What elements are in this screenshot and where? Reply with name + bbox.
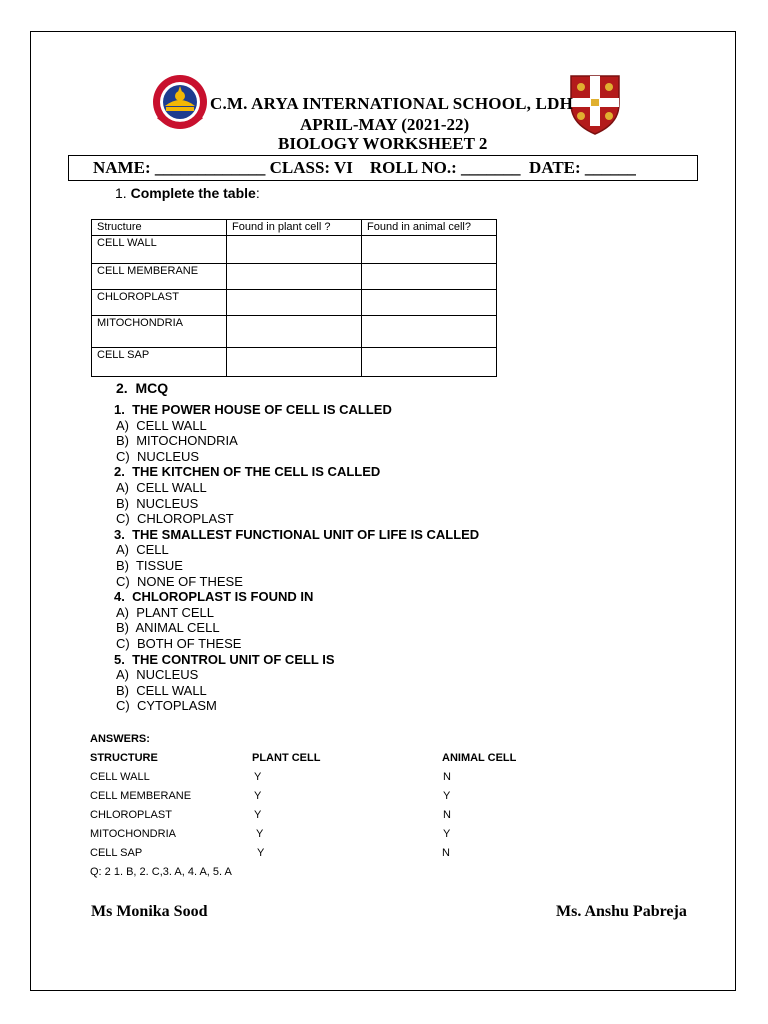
table-cell-plant-answer[interactable] xyxy=(227,290,362,316)
answers-cell-plant: Y xyxy=(254,809,262,821)
answers-row xyxy=(90,790,550,809)
mcq-question-text: 2. THE KITCHEN OF THE CELL IS CALLED xyxy=(114,464,381,480)
table-header-cell: Found in plant cell ? xyxy=(227,220,362,236)
mcq-option: C) NONE OF THESE xyxy=(116,573,243,589)
table-cell-plant-answer[interactable] xyxy=(227,264,362,290)
answers-cell-animal: Y xyxy=(443,828,451,840)
answers-cell-structure: CELL WALL xyxy=(90,771,150,783)
mcq-list xyxy=(114,402,479,714)
answers-cell-animal: N xyxy=(442,847,450,859)
school-crest-logo xyxy=(151,72,209,134)
answers-cell-structure: CHLOROPLAST xyxy=(90,809,172,821)
answers-row xyxy=(90,828,550,847)
mcq-option: A) CELL xyxy=(116,542,169,558)
mcq-option: A) NUCLEUS xyxy=(116,667,199,683)
mcq-question xyxy=(114,589,479,651)
mcq-answer-key-row xyxy=(90,866,550,885)
table-cell-structure: CELL SAP xyxy=(92,348,227,377)
mcq-section-title: 2. MCQ xyxy=(116,380,169,396)
answers-row xyxy=(90,809,550,828)
teacher-signature-left: Ms Monika Sood xyxy=(91,903,208,920)
table-cell-structure: CELL WALL xyxy=(92,236,227,264)
mcq-question xyxy=(114,402,479,464)
answers-title-row xyxy=(90,733,550,752)
table-row xyxy=(92,290,497,316)
table-cell-animal-answer[interactable] xyxy=(362,236,497,264)
answers-cell-structure: CELL SAP xyxy=(90,847,143,859)
answers-header-animal: ANIMAL CELL xyxy=(442,752,517,764)
mcq-question xyxy=(114,464,479,526)
table-cell-animal-answer[interactable] xyxy=(362,348,497,377)
table-row xyxy=(92,316,497,348)
mcq-question xyxy=(114,652,479,714)
mcq-option: C) CYTOPLASM xyxy=(116,698,217,714)
answers-cell-plant: Y xyxy=(257,847,265,859)
answers-cell-plant: Y xyxy=(254,771,262,783)
mcq-option: B) CELL WALL xyxy=(116,682,207,698)
school-name-heading: C.M. ARYA INTERNATIONAL SCHOOL, LDH xyxy=(210,94,573,113)
table-cell-animal-answer[interactable] xyxy=(362,316,497,348)
answers-cell-plant: Y xyxy=(256,828,264,840)
table-cell-plant-answer[interactable] xyxy=(227,316,362,348)
table-cell-plant-answer[interactable] xyxy=(227,348,362,377)
student-info-text: NAME: _____________ CLASS: VI ROLL NO.: _______ DATE: ______ xyxy=(93,158,636,177)
mcq-question xyxy=(114,527,479,589)
mcq-option: A) PLANT CELL xyxy=(116,604,215,620)
mcq-question-text: 4. CHLOROPLAST IS FOUND IN xyxy=(114,589,314,605)
answers-section xyxy=(90,733,550,885)
mcq-question-text: 3. THE SMALLEST FUNCTIONAL UNIT OF LIFE IS CALLED xyxy=(114,526,480,542)
answers-cell-animal: Y xyxy=(443,790,451,802)
answers-row xyxy=(90,771,550,790)
mcq-option: B) NUCLEUS xyxy=(116,495,199,511)
answers-cell-animal: N xyxy=(443,809,451,821)
question-1-suffix: : xyxy=(255,185,260,201)
answers-cell-structure: MITOCHONDRIA xyxy=(90,828,176,840)
question-1-text: Complete the table xyxy=(130,185,256,201)
table-cell-structure: MITOCHONDRIA xyxy=(92,316,227,348)
question-1-number: 1. xyxy=(115,185,127,201)
table-cell-animal-answer[interactable] xyxy=(362,290,497,316)
mcq-option: B) TISSUE xyxy=(116,557,183,573)
table-cell-animal-answer[interactable] xyxy=(362,264,497,290)
mcq-answer-key: Q: 2 1. B, 2. C,3. A, 4. A, 5. A xyxy=(90,866,232,878)
mcq-option: C) NUCLEUS xyxy=(116,448,200,464)
answers-cell-animal: N xyxy=(443,771,451,783)
mcq-option: C) CHLOROPLAST xyxy=(116,511,234,527)
table-cell-plant-answer[interactable] xyxy=(227,236,362,264)
answers-cell-structure: CELL MEMBERANE xyxy=(90,790,192,802)
table-cell-structure: CHLOROPLAST xyxy=(92,290,227,316)
mcq-question-text: 5. THE CONTROL UNIT OF CELL IS xyxy=(114,651,335,667)
question-1-label xyxy=(115,185,260,201)
answers-row xyxy=(90,847,550,866)
table-row xyxy=(92,264,497,290)
cambridge-shield-logo xyxy=(569,74,621,136)
table-header-cell: Found in animal cell? xyxy=(362,220,497,236)
session-heading: APRIL-MAY (2021-22) xyxy=(300,115,470,134)
table-row xyxy=(92,348,497,377)
answers-header-row xyxy=(90,752,550,771)
worksheet-title: BIOLOGY WORKSHEET 2 xyxy=(278,134,488,153)
answers-header-structure: STRUCTURE xyxy=(90,752,158,764)
mcq-option: B) MITOCHONDRIA xyxy=(116,433,238,449)
answers-header-plant: PLANT CELL xyxy=(252,752,321,764)
structure-table xyxy=(91,219,497,377)
mcq-option: C) BOTH OF THESE xyxy=(116,635,242,651)
mcq-option: B) ANIMAL CELL xyxy=(116,620,220,636)
answers-title: ANSWERS: xyxy=(90,733,150,745)
table-cell-structure: CELL MEMBERANE xyxy=(92,264,227,290)
mcq-option: A) CELL WALL xyxy=(116,479,207,495)
answers-cell-plant: Y xyxy=(254,790,262,802)
mcq-question-text: 1. THE POWER HOUSE OF CELL IS CALLED xyxy=(114,402,392,417)
table-header-cell: Structure xyxy=(92,220,227,236)
table-row xyxy=(92,236,497,264)
mcq-option: A) CELL WALL xyxy=(116,417,207,433)
student-info-bar xyxy=(68,155,698,181)
table-header-row xyxy=(92,220,497,236)
teacher-signature-right: Ms. Anshu Pabreja xyxy=(556,903,687,920)
